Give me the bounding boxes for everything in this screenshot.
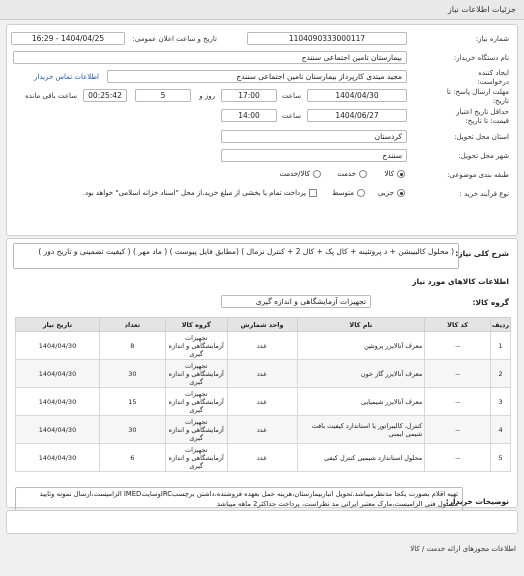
cell-name: معرف آنالایزر شیمیایی <box>297 388 425 416</box>
cell-qty: 6 <box>99 444 165 472</box>
goods-group-label: گروه کالا: <box>472 298 509 307</box>
validity-time-label: ساعت <box>281 112 301 120</box>
radio-icon <box>357 189 365 197</box>
process-type-label: نوع فرآیند خرید : <box>459 190 509 198</box>
buyer-notes-label: توضیحات خریدار: <box>445 497 509 506</box>
license-info-link[interactable]: اطلاعات مجوزهای ارائه خدمت / کالا <box>410 545 516 553</box>
radio-selected-icon <box>397 170 405 178</box>
radio-icon <box>313 170 321 178</box>
description-label: شرح کلی نیاز: <box>455 249 509 258</box>
cell-unit: عدد <box>227 360 297 388</box>
cell-code: -- <box>425 388 491 416</box>
table-row <box>16 332 511 360</box>
reply-time-label: ساعت <box>281 92 301 100</box>
days-label: روز و <box>199 92 215 100</box>
province-field: کردستان <box>221 130 407 143</box>
col-group: گروه کالا <box>165 318 227 332</box>
category-option-goods-service[interactable]: کالا/خدمت <box>280 170 321 178</box>
col-date: تاریخ نیاز <box>16 318 100 332</box>
validity-time-field: 14:00 <box>221 109 277 122</box>
category-label: طبقه بندی موضوعی: <box>447 171 509 179</box>
cell-date: 1404/04/30 <box>16 416 100 444</box>
cell-qty: 30 <box>99 416 165 444</box>
cell-date: 1404/04/30 <box>16 388 100 416</box>
reply-date-field: 1404/04/30 <box>307 89 407 102</box>
col-code: کد کالا <box>425 318 491 332</box>
description-field: ( محلول کالبیبشن + د پروتئینه + کال پک + کال 2 + کنترل نرمال ) (مطابق فایل پیوست ) ( ماد مهر ) ( کیفیت تضمینی و تاریخ دور ) <box>13 243 459 269</box>
cell-qty: 15 <box>99 388 165 416</box>
category-option-service[interactable]: خدمت <box>337 170 367 178</box>
license-info-bar <box>6 510 518 534</box>
buyer-field: بیمارستان تامین اجتماعی سنندج <box>13 51 407 64</box>
table-row <box>16 416 511 444</box>
cell-group: تجهیزات آزمایشگاهی و اندازه گیری <box>165 360 227 388</box>
cell-unit: عدد <box>227 416 297 444</box>
cell-name: معرف آنالایزر گاز خون <box>297 360 425 388</box>
treasury-payment-checkbox[interactable]: پرداخت تمام یا بخشی از مبلغ خرید،از محل "اسناد خزانه اسلامی" خواهد بود. <box>83 189 317 197</box>
category-option-goods[interactable]: کالا <box>385 170 405 178</box>
province-label: استان محل تحویل: <box>454 133 509 141</box>
cell-name: معرف آنالایزر پروتئین <box>297 332 425 360</box>
cell-unit: عدد <box>227 332 297 360</box>
cell-code: -- <box>425 416 491 444</box>
page-header <box>0 0 524 20</box>
cell-code: -- <box>425 360 491 388</box>
buyer-label: نام دستگاه خریدار: <box>453 54 509 62</box>
cell-unit: عدد <box>227 444 297 472</box>
checkbox-icon <box>309 189 317 197</box>
validity-date-field: 1404/06/27 <box>307 109 407 122</box>
city-field: سنندج <box>221 149 407 162</box>
col-name: نام کالا <box>297 318 425 332</box>
buyer-contact-link[interactable]: اطلاعات تماس خریدار <box>34 73 99 81</box>
reply-time-field: 17:00 <box>221 89 277 102</box>
goods-group-field: تجهیزات آزمایشگاهی و اندازه گیری <box>221 295 371 308</box>
radio-selected-icon <box>397 189 405 197</box>
reply-deadline-label: مهلت ارسال پاسخ: تا تاریخ: <box>446 88 509 105</box>
cell-date: 1404/04/30 <box>16 360 100 388</box>
need-number-label: شماره نیاز: <box>475 35 509 43</box>
need-number-field: 1104090333000117 <box>247 32 407 45</box>
cell-qty: 8 <box>99 332 165 360</box>
remaining-label: ساعت باقی مانده <box>25 92 77 100</box>
page-title: جزئیات اطلاعات نیاز <box>447 5 516 14</box>
remaining-time-field: 00:25:42 <box>83 89 127 102</box>
cell-group: تجهیزات آزمایشگاهی و اندازه گیری <box>165 332 227 360</box>
col-unit: واحد شمارش <box>227 318 297 332</box>
cell-date: 1404/04/30 <box>16 444 100 472</box>
buyer-notes-field: تهیه اقلام بصورت یکجا مدنظرمیباشد.تحویل انباربیمارستان،هزینه حمل بعهده فروشنده،داشتن برچسبIRCوسایتIMED الزامیست،ارسال نمونه وتایید مسئول فنی الزامیست،مارک معتبر ایرانی مد نظراست، پرداخت حداکثر2 ماهه میباشد <box>15 487 463 511</box>
city-label: شهر محل تحویل: <box>458 152 509 160</box>
announce-date-field: 1404/04/25 - 16:29 <box>11 32 125 45</box>
need-details-panel <box>6 24 518 236</box>
cell-row: 5 <box>491 444 511 472</box>
cell-date: 1404/04/30 <box>16 332 100 360</box>
cell-name: محلول استاندارد شیمیی کنترل کیفی <box>297 444 425 472</box>
table-row <box>16 388 511 416</box>
goods-panel <box>6 238 518 508</box>
cell-group: تجهیزات آزمایشگاهی و اندازه گیری <box>165 444 227 472</box>
cell-unit: عدد <box>227 388 297 416</box>
process-option-medium[interactable]: متوسط <box>332 189 365 197</box>
creator-label: ایجاد کننده درخواست: <box>477 69 509 86</box>
validity-label: حداقل تاریخ اعتبار قیمت: تا تاریخ: <box>456 108 509 125</box>
radio-icon <box>359 170 367 178</box>
col-qty: تعداد <box>99 318 165 332</box>
cell-row: 2 <box>491 360 511 388</box>
cell-group: تجهیزات آزمایشگاهی و اندازه گیری <box>165 416 227 444</box>
days-left-field: 5 <box>135 89 191 102</box>
cell-row: 3 <box>491 388 511 416</box>
cell-row: 4 <box>491 416 511 444</box>
announce-date-label: تاریخ و ساعت اعلان عمومی: <box>132 35 217 43</box>
goods-table <box>15 317 511 472</box>
goods-table-header <box>16 318 511 332</box>
col-row: ردیف <box>491 318 511 332</box>
goods-section-title: اطلاعات کالاهای مورد نیاز <box>412 277 509 286</box>
table-row <box>16 360 511 388</box>
cell-code: -- <box>425 444 491 472</box>
creator-field: مجید میتدی کارپرداز بیمارستان تامین اجتماعی سنندج <box>107 70 407 83</box>
cell-group: تجهیزات آزمایشگاهی و اندازه گیری <box>165 388 227 416</box>
cell-qty: 30 <box>99 360 165 388</box>
cell-code: -- <box>425 332 491 360</box>
cell-name: کنترل، کالیبراتور یا استاندارد کیفیت بافت شیمی ایمنی <box>297 416 425 444</box>
cell-row: 1 <box>491 332 511 360</box>
table-row <box>16 444 511 472</box>
process-option-minor[interactable]: جزیی <box>378 189 405 197</box>
